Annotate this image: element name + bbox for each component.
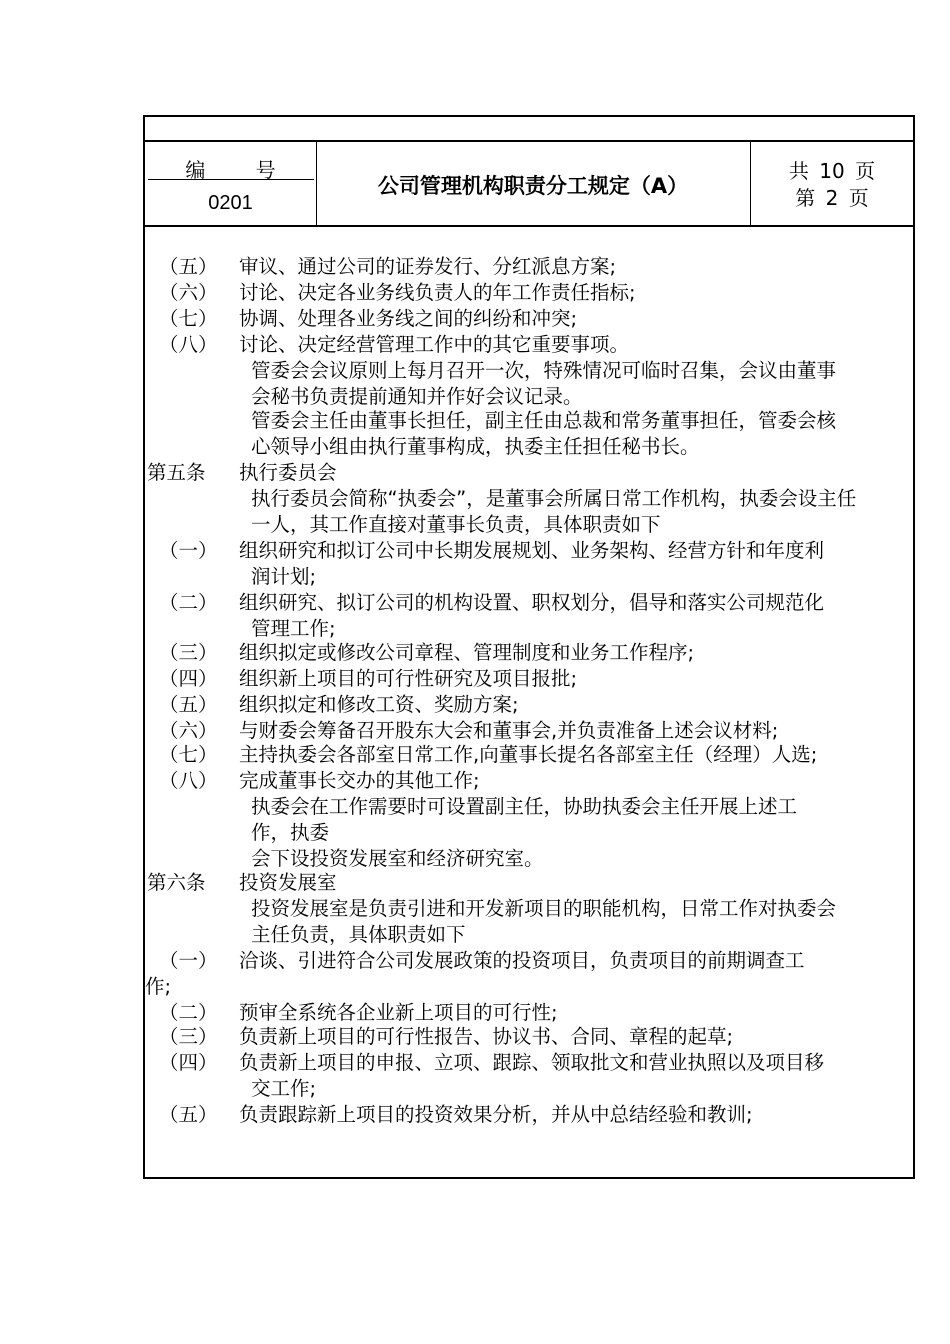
total-pages: 共 10 页 — [788, 159, 876, 183]
item-number: （一） — [159, 949, 218, 972]
paragraph-text: 执行委员会简称“执委会”，是董事会所属日常工作机构，执委会设主任 — [251, 487, 857, 510]
article-number: 第五条 — [147, 461, 206, 484]
item-text: 组织拟定或修改公司章程、管理制度和业务工作程序; — [239, 641, 695, 664]
page-info — [751, 158, 913, 212]
document-title: 公司管理机构职责分工规定（A） — [377, 174, 689, 198]
item-text: 协调、处理各业务线之间的纠纷和冲突; — [239, 307, 578, 330]
item-text: 洽谈、引进符合公司发展政策的投资项目，负责项目的前期调查工 — [239, 949, 805, 972]
item-text-continued: 管理工作; — [251, 617, 336, 640]
item-text: 组织研究和拟订公司中长期发展规划、业务架构、经营方针和年度利 — [239, 539, 825, 562]
item-text: 完成董事长交办的其他工作; — [239, 769, 480, 792]
item-text: 负责新上项目的申报、立项、跟踪、领取批文和营业执照以及项目移 — [239, 1051, 825, 1074]
item-number: （八） — [159, 333, 218, 356]
item-text: 组织拟定和修改工资、奖励方案; — [239, 693, 519, 716]
item-text: 讨论、决定各业务线负责人的年工作责任指标; — [239, 281, 636, 304]
code-cell — [145, 142, 317, 226]
item-text: 组织研究、拟订公司的机构设置、职权划分，倡导和落实公司规范化 — [239, 591, 825, 614]
article-number: 第六条 — [147, 871, 206, 894]
page-info-cell — [751, 142, 913, 226]
title-cell — [316, 142, 751, 226]
item-text-continued: 作; — [145, 975, 172, 998]
item-number: （七） — [159, 743, 218, 766]
article-title: 投资发展室 — [239, 871, 337, 894]
paragraph-text: 投资发展室是负责引进和开发新项目的职能机构，日常工作对执委会 — [251, 897, 837, 920]
top-frame-bar — [143, 115, 915, 142]
item-number: （六） — [159, 281, 218, 304]
item-number: （四） — [159, 1051, 218, 1074]
document-header — [143, 142, 915, 226]
item-number: （三） — [159, 1025, 218, 1048]
paragraph-text: 管委会会议原则上每月召开一次，特殊情况可临时召集，会议由董事 — [251, 359, 837, 382]
item-text: 组织新上项目的可行性研究及项目报批; — [239, 667, 578, 690]
paragraph-text: 执委会在工作需要时可设置副主任，协助执委会主任开展上述工 — [251, 795, 798, 818]
item-text: 审议、通过公司的证券发行、分红派息方案; — [239, 255, 617, 278]
item-text: 负责新上项目的可行性报告、协议书、合同、章程的起草; — [239, 1025, 734, 1048]
item-number: （四） — [159, 667, 218, 690]
item-number: （七） — [159, 307, 218, 330]
item-text-continued: 润计划; — [251, 565, 317, 588]
code-label: 编 号 — [185, 158, 298, 182]
item-number: （一） — [159, 539, 218, 562]
item-text: 与财委会筹备召开股东大会和董事会,并负责准备上述会议材料; — [239, 719, 779, 742]
paragraph-text: 心领导小组由执行董事构成，执委主任担任秘书长。 — [251, 435, 700, 458]
item-number: （六） — [159, 719, 218, 742]
document-body — [143, 225, 915, 1179]
current-page: 第 2 页 — [795, 186, 869, 210]
item-text: 负责跟踪新上项目的投资效果分析，并从中总结经验和教训; — [239, 1103, 753, 1126]
article-title: 执行委员会 — [239, 461, 337, 484]
paragraph-text: 会秘书负责提前通知并作好会议记录。 — [251, 385, 583, 408]
item-number: （二） — [159, 591, 218, 614]
item-number: （八） — [159, 769, 218, 792]
item-text: 预审全系统各企业新上项目的可行性; — [239, 1001, 558, 1024]
code-value: 0201 — [208, 192, 253, 214]
paragraph-text: 一人，其工作直接对董事长负责，具体职责如下 — [251, 513, 661, 536]
item-number: （五） — [159, 1103, 218, 1126]
item-number: （五） — [159, 693, 218, 716]
item-text: 主持执委会各部室日常工作,向董事长提名各部室主任（经理）人选; — [239, 743, 818, 766]
item-number: （二） — [159, 1001, 218, 1024]
paragraph-text: 主任负责，具体职责如下 — [251, 923, 466, 946]
paragraph-text: 作，执委 — [251, 821, 330, 844]
item-number: （三） — [159, 641, 218, 664]
paragraph-text: 会下设投资发展室和经济研究室。 — [251, 847, 544, 870]
code-divider — [148, 179, 314, 180]
item-text: 讨论、决定经营管理工作中的其它重要事项。 — [239, 333, 630, 356]
item-text-continued: 交工作; — [251, 1077, 317, 1100]
paragraph-text: 管委会主任由董事长担任，副主任由总裁和常务董事担任，管委会核 — [251, 409, 837, 432]
item-number: （五） — [159, 255, 218, 278]
